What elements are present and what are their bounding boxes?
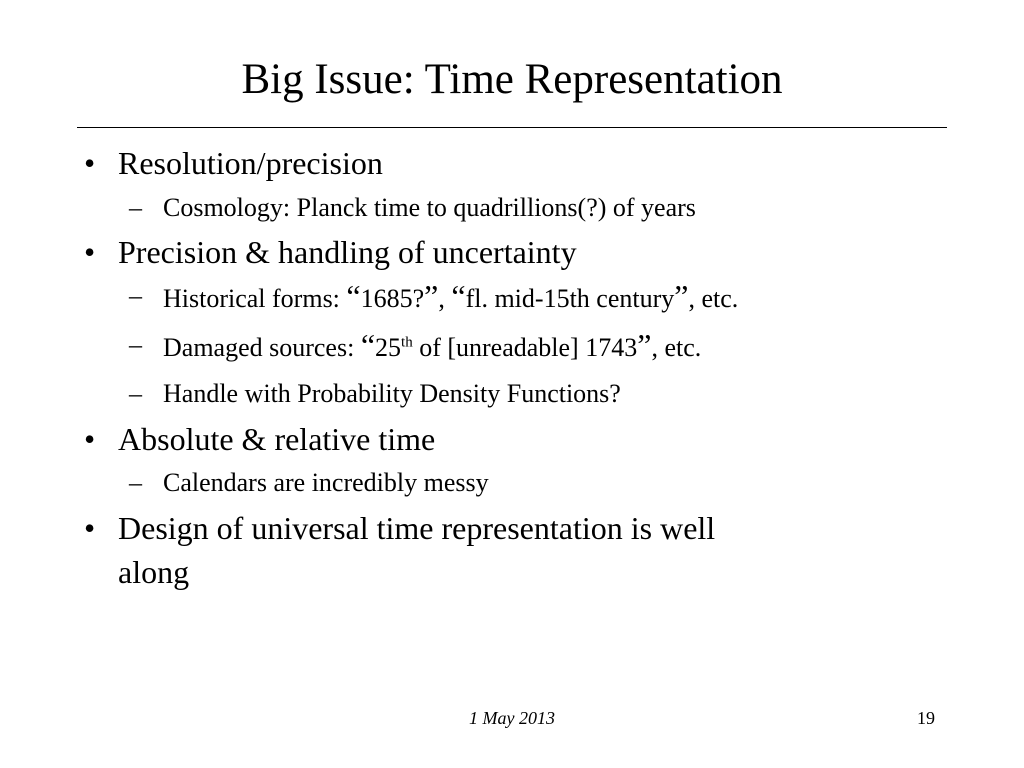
sub-bullet-item bbox=[129, 467, 943, 499]
quoted-text: 1685? bbox=[360, 284, 425, 313]
sub-bullet-text: Handle with Probability Density Functions? bbox=[163, 379, 621, 408]
dash-glyph: – bbox=[129, 330, 142, 359]
open-quote: “ bbox=[346, 278, 361, 314]
sub-bullet-item bbox=[129, 378, 943, 410]
bullet-item bbox=[84, 419, 908, 459]
sub-bullet-prefix: Damaged sources: bbox=[163, 333, 361, 362]
bullet-text-line: along bbox=[118, 554, 190, 590]
bullet-continuation bbox=[118, 552, 908, 592]
quoted-text: of [unreadable] 1743 bbox=[412, 333, 638, 362]
bullet-text: Absolute & relative time bbox=[118, 421, 436, 457]
bullet-item bbox=[84, 232, 908, 272]
dash-glyph: – bbox=[129, 468, 142, 497]
close-quote: ” bbox=[637, 327, 652, 363]
quoted-text: 25 bbox=[375, 333, 402, 362]
bullet-glyph: • bbox=[84, 421, 96, 457]
separator-text: , bbox=[438, 284, 452, 313]
sub-bullet-item bbox=[129, 192, 943, 224]
open-quote: “ bbox=[451, 278, 466, 314]
dash-glyph: – bbox=[129, 379, 142, 408]
sub-bullet-text: Calendars are incredibly messy bbox=[163, 468, 489, 497]
sub-bullet-suffix: , etc. bbox=[651, 333, 702, 362]
close-quote: ” bbox=[424, 278, 439, 314]
bullet-glyph: • bbox=[84, 510, 96, 546]
footer-date: 1 May 2013 bbox=[469, 708, 555, 728]
bullet-glyph: • bbox=[84, 234, 96, 270]
title-divider bbox=[77, 127, 947, 128]
bullet-text: Resolution/precision bbox=[118, 145, 383, 181]
bullet-text: Precision & handling of uncertainty bbox=[118, 234, 577, 270]
sub-bullet-prefix: Historical forms: bbox=[163, 284, 347, 313]
bullet-text-line: Design of universal time representation is well bbox=[118, 510, 716, 546]
dash-glyph: – bbox=[129, 281, 142, 310]
bullet-glyph: • bbox=[84, 145, 96, 181]
sub-bullet-item bbox=[129, 278, 943, 315]
open-quote: “ bbox=[360, 327, 376, 363]
bullet-item bbox=[84, 508, 908, 548]
dash-glyph: – bbox=[129, 193, 142, 222]
close-quote: ” bbox=[674, 278, 689, 314]
quoted-text: fl. mid-15th century bbox=[465, 284, 675, 313]
ordinal-superscript: th bbox=[401, 334, 413, 351]
sub-bullet-text: Cosmology: Planck time to quadrillions(?) of years bbox=[163, 193, 696, 222]
slide-number: 19 bbox=[917, 708, 935, 728]
sub-bullet-suffix: , etc. bbox=[688, 284, 739, 313]
slide-title: Big Issue: Time Representation bbox=[241, 56, 783, 103]
sub-bullet-item bbox=[129, 327, 943, 364]
bullet-item bbox=[84, 143, 908, 183]
